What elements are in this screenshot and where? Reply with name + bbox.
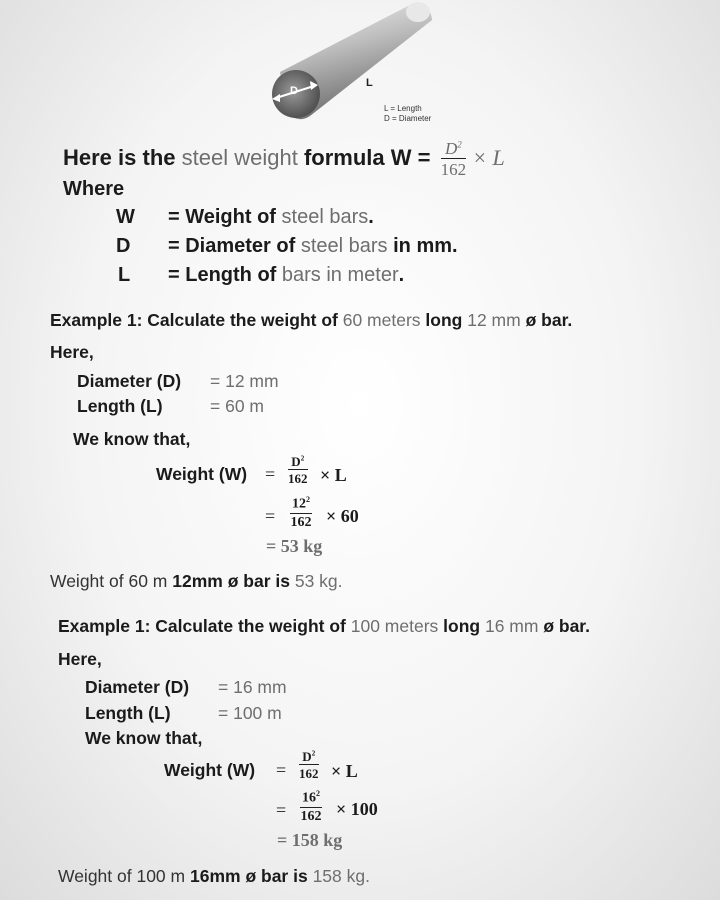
legend-diameter: D = Diameter [384, 114, 432, 123]
example2-we-know: We know that, [85, 728, 203, 748]
example2-result: = 158 kg [277, 830, 343, 850]
example2-conclusion: Weight of 100 m 16mm ø bar is 158 kg. [58, 866, 370, 886]
example1-length-label: Length (L) [77, 396, 163, 416]
heading-prefix: Here is the [63, 144, 176, 170]
example2-weight-label: Weight (W) [164, 760, 256, 780]
diameter-symbol: D [290, 85, 298, 97]
example1-diameter-value: = 12 mm [210, 371, 279, 391]
def-text-d: = Diameter of steel bars in mm. [168, 235, 458, 257]
figure-legend [384, 104, 431, 124]
example2-length-label: Length (L) [85, 703, 171, 723]
example1-title: Example 1: Calculate the weight of 60 meters long 12 mm ø bar. [50, 310, 573, 330]
example1-eq-sign-2: = [265, 506, 276, 526]
main-formula-numerator: D [444, 139, 458, 158]
example1-weight-label: Weight (W) [156, 464, 248, 484]
length-symbol: L [366, 77, 373, 89]
example1-fraction-2-tail: × 60 [326, 506, 359, 526]
example2-diameter-label: Diameter (D) [85, 677, 190, 697]
example1-we-know: We know that, [73, 429, 191, 449]
def-text-l: = Length of bars in meter. [168, 264, 405, 286]
main-formula-fraction [441, 140, 467, 178]
example2-fraction-2: $\frac{16^2}{162}$ [300, 789, 322, 824]
example1-result: = 53 kg [266, 536, 323, 556]
example1-length-value: = 60 m [210, 396, 264, 416]
example2-eq-sign-1: = [276, 760, 287, 780]
main-formula-exponent: 2 [457, 139, 462, 150]
formula-heading [63, 140, 505, 178]
example2-here: Here, [58, 649, 102, 669]
legend-length: L = Length [384, 104, 422, 113]
def-symbol-d: D [116, 235, 131, 257]
example2-fraction-1-tail: × L [331, 761, 358, 781]
main-formula-denominator: 162 [440, 160, 467, 179]
example2-eq-sign-2: = [276, 800, 287, 820]
where-label: Where [63, 178, 125, 200]
example2-diameter-value: = 16 mm [218, 677, 287, 697]
example2-fraction-1: $\frac{D^2}{162}$ [299, 749, 319, 781]
def-symbol-l: L [118, 264, 131, 286]
def-symbol-w: W [116, 206, 135, 228]
example1-here: Here, [50, 342, 94, 362]
heading-highlight: steel weight [181, 144, 298, 170]
example1-diameter-label: Diameter (D) [77, 371, 182, 391]
heading-suffix: formula W = [303, 144, 431, 170]
def-text-w: = Weight of steel bars. [168, 206, 374, 228]
example2-length-value: = 100 m [218, 703, 282, 723]
example1-fraction-1: $\frac{D^2}{162}$ [288, 454, 308, 486]
example1-conclusion: Weight of 60 m 12mm ø bar is 53 kg. [50, 571, 343, 591]
example1-eq-sign-1: = [265, 464, 276, 484]
example2-fraction-2-tail: × 100 [336, 799, 378, 819]
example1-fraction-2: $\frac{12^2}{162}$ [290, 495, 312, 530]
main-formula-tail: × L [472, 144, 505, 170]
example2-title: Example 1: Calculate the weight of 100 meters long 16 mm ø bar. [58, 616, 591, 636]
example1-fraction-1-tail: × L [320, 465, 347, 485]
